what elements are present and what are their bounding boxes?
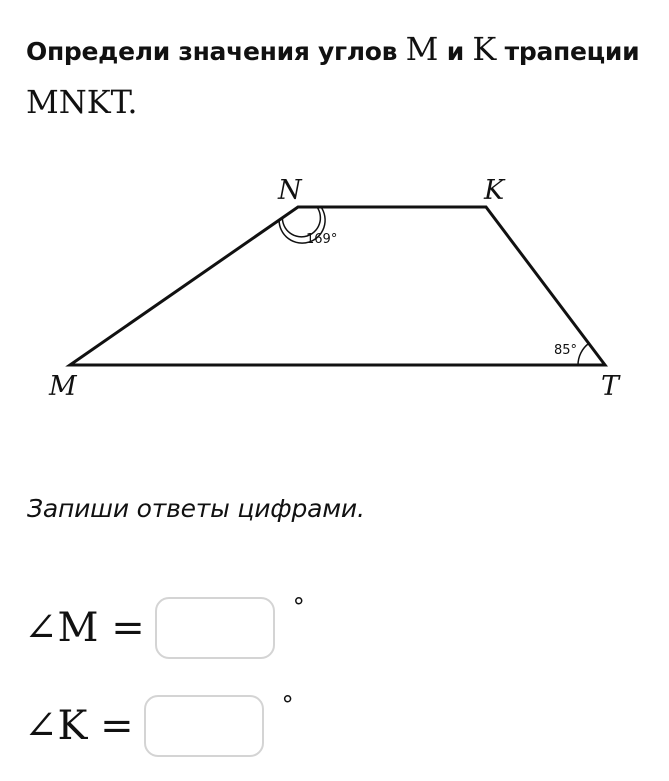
answer-row-m [24,593,305,659]
angle-t-arc [578,343,589,365]
task-text-prefix: Определи значения углов [26,37,398,66]
vertex-label-n: N [278,175,302,206]
answer-row-k [24,691,294,757]
trapezoid-diagram [0,160,669,410]
angle-k-symbol: K [472,30,497,68]
angle-k-input[interactable] [144,695,264,757]
answer-label-m: ∠M = [24,605,145,651]
degree-sign-k: ° [281,691,294,719]
degree-sign-m: ° [292,593,305,621]
trapezoid-outline [70,207,605,365]
instruction-text: Запиши ответы цифрами. [27,494,365,523]
vertex-label-k: K [484,175,505,206]
vertex-label-t: T [601,371,620,402]
angle-t-value: 85° [554,343,578,358]
angle-m-input[interactable] [155,597,275,659]
trapezoid-figure [0,160,669,410]
task-statement [26,24,661,130]
vertex-label-m: M [49,371,77,402]
angle-n-value: 169° [306,232,338,247]
task-text-suffix: трапеции [504,37,640,66]
task-text-conj: и [446,37,464,66]
trapezoid-name: MNKT. [26,83,138,121]
angle-m-symbol: M [405,30,439,68]
answer-label-k: ∠K = [24,703,134,749]
